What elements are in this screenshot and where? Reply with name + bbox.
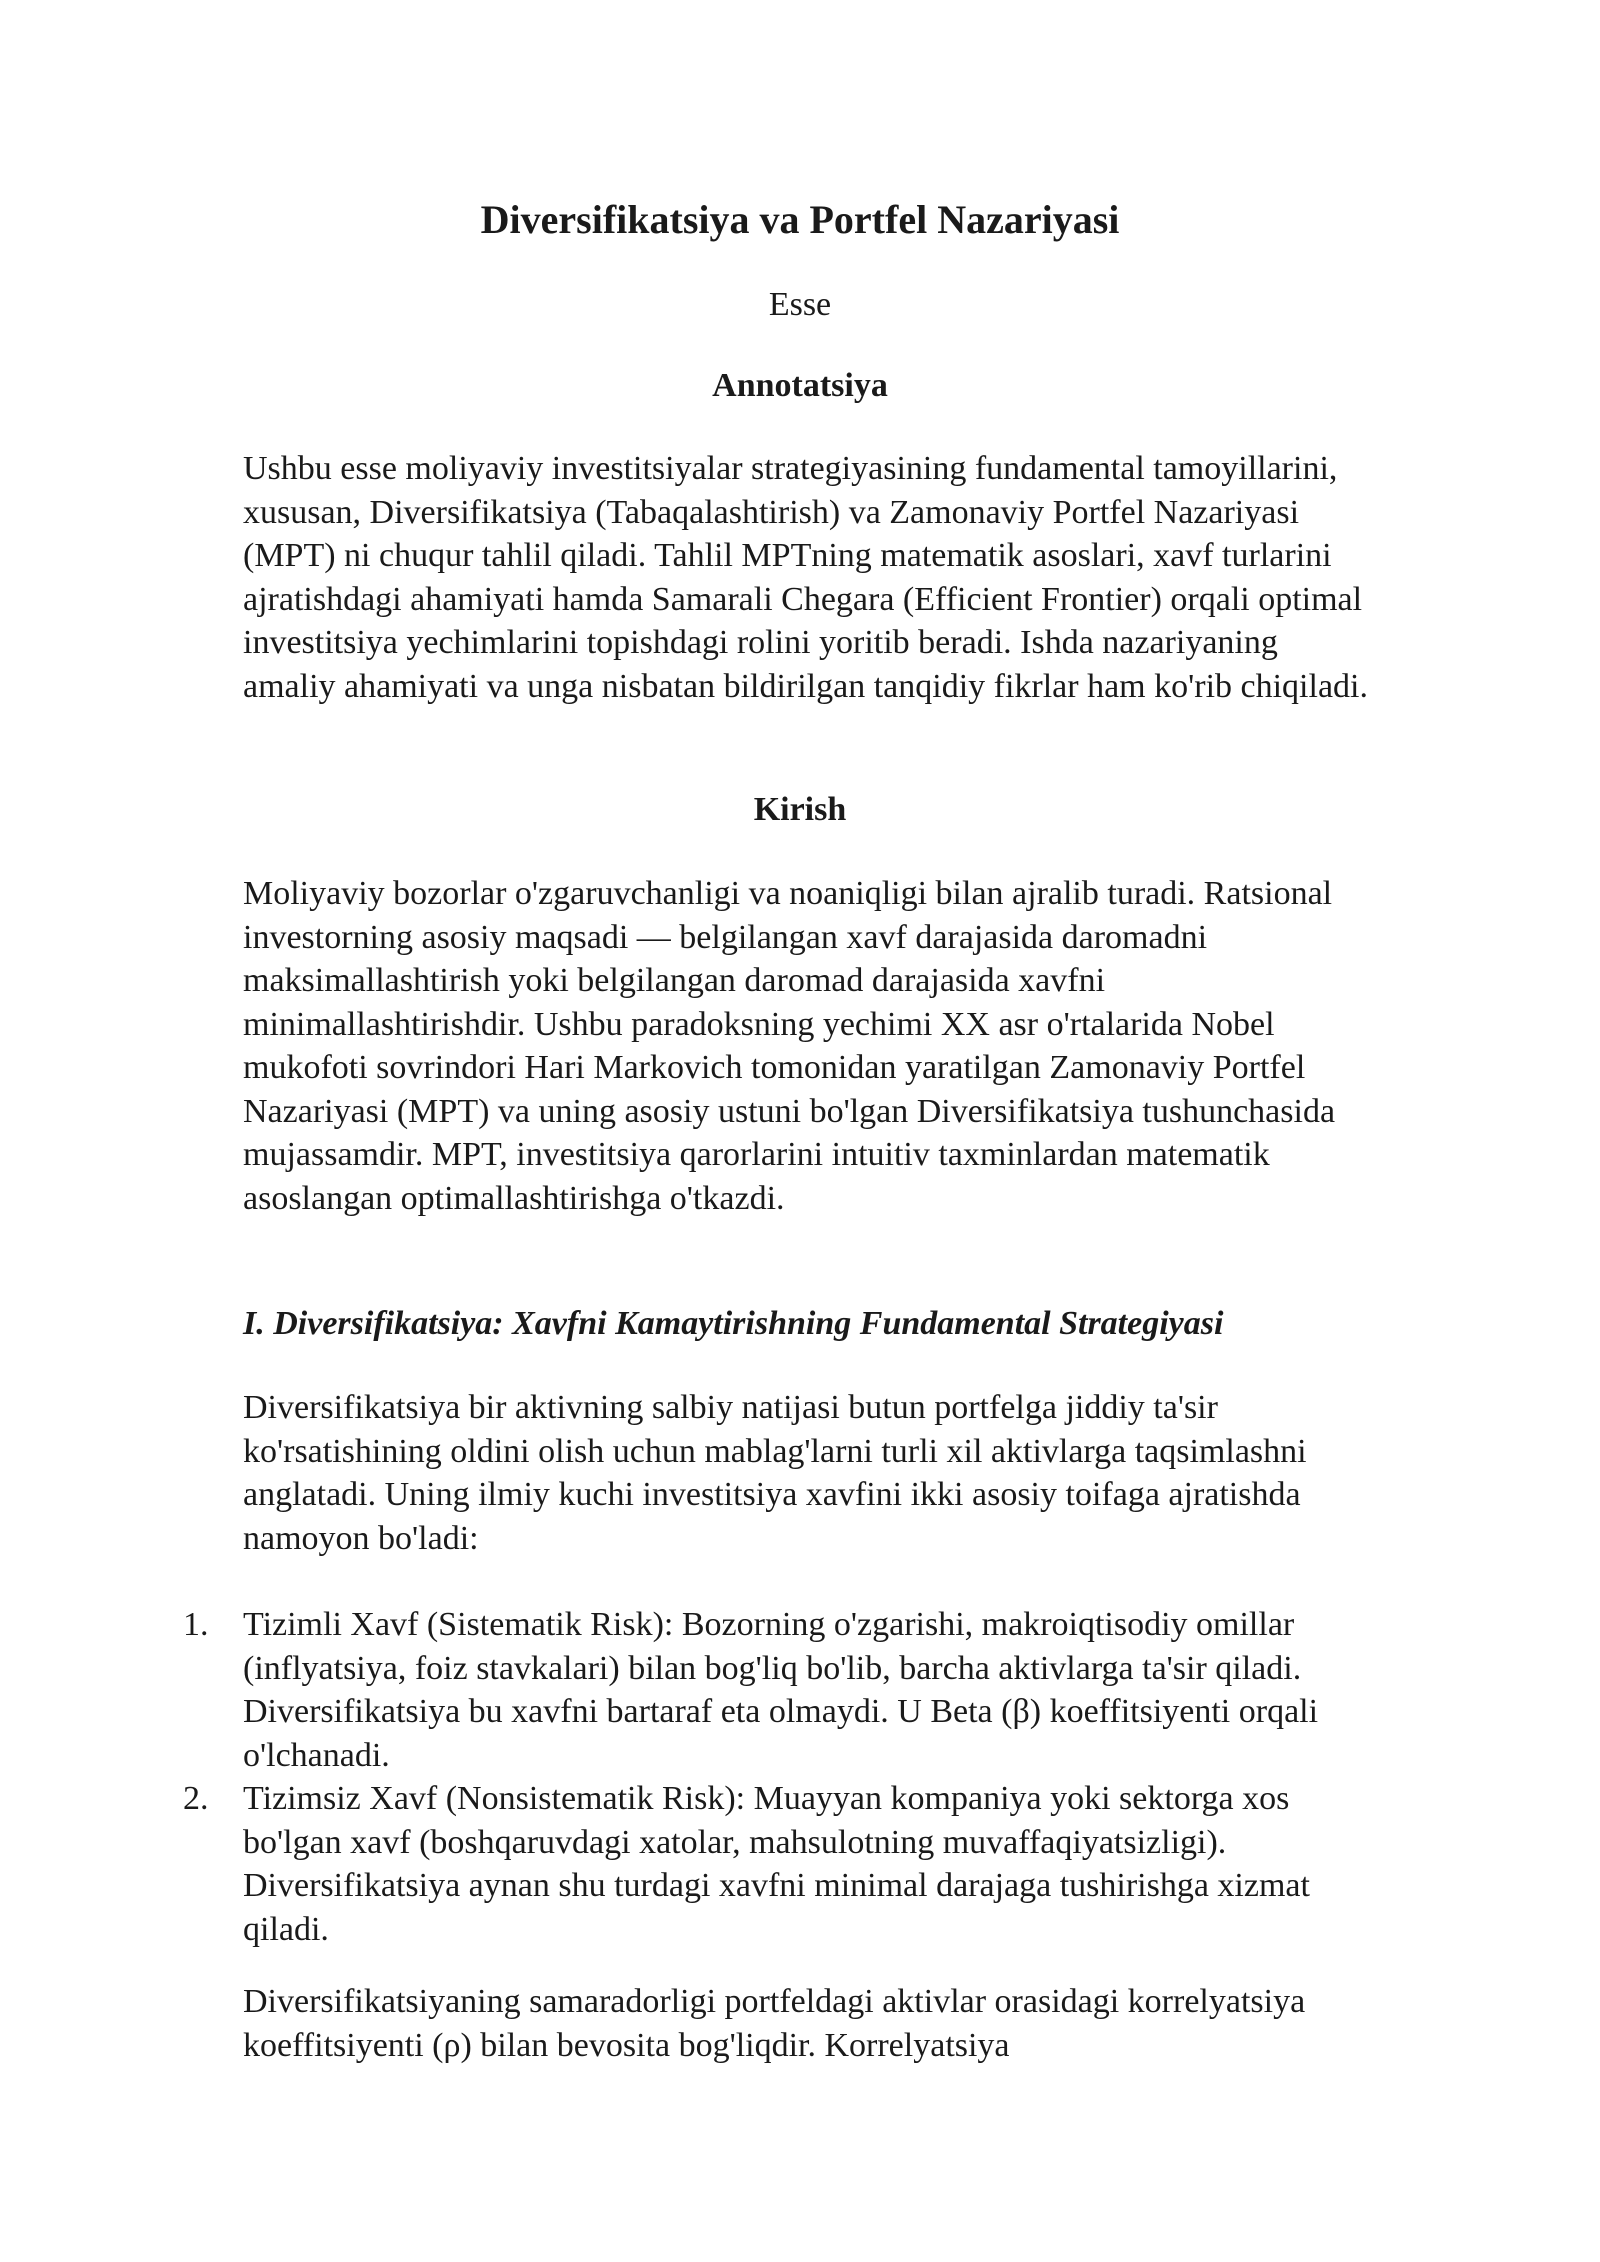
list-item-number: 2. [183,1780,209,1817]
document-subtitle: Esse [768,286,832,323]
list-item-text: Tizimli Xavf (Sistematik Risk): Bozorning o'zgarishi, makroiqtisodiy omillar (inflyatsiya, foiz stavkalari) bilan bog'liq bo'lib, barcha aktivlarga ta'sir qiladi. Diversifikatsiya bu xavfni bartaraf eta olmaydi. U Beta (β) koeffitsiyenti orqali o'lchanadi. [243,1606,1319,1774]
annotation-heading: Annotatsiya [712,367,888,404]
list-item [183,1777,1368,1951]
document-title: Diversifikatsiya va Portfel Nazariyasi [480,197,1120,242]
section1-paragraph: Diversifikatsiya bir aktivning salbiy natijasi butun portfelga jiddiy ta'sir ko'rsatishining oldini olish uchun mablag'larni turli xil aktivlarga taqsimlashni anglatadi. Uning ilmiy kuchi investitsiya xavfini ikki asosiy toifaga ajratishda namoyon bo'ladi: [243,1389,1307,1557]
intro-heading: Kirish [753,791,847,828]
list-item [183,1603,1368,1777]
intro-paragraph: Moliyaviy bozorlar o'zgaruvchanligi va noaniqligi bilan ajralib turadi. Ratsional investorning asosiy maqsadi — belgilangan xavf darajasida daromadni maksimallashtirish yoki belgilangan daromad darajasida xavfni minimallashtirishdir. Ushbu paradoksning yechimi XX asr o'rtalarida Nobel mukofoti sovrindori Hari Markovich tomonidan yaratilgan Zamonaviy Portfel Nazariyasi (MPT) va uning asosiy ustuni bo'lgan Diversifikatsiya tushunchasida mujassamdir. MPT, investitsiya qarorlarini intuitiv taxminlardan matematik asoslangan optimallashtirishga o'tkazdi. [243,875,1336,1217]
closing-paragraph: Diversifikatsiyaning samaradorligi portfeldagi aktivlar orasidagi korrelyatsiya koeffitsiyenti (ρ) bilan bevosita bog'liqdir. Korrelyatsiya [243,1983,1306,2064]
list-item-text: Tizimsiz Xavf (Nonsistematik Risk): Muayyan kompaniya yoki sektorga xos bo'lgan xavf (boshqaruvdagi xatolar, mahsulotning muvaffaqiyatsizligi). Diversifikatsiya aynan shu turdagi xavfni minimal darajaga tushirishga xizmat qiladi. [243,1780,1310,1948]
risk-list [183,1603,1368,1951]
annotation-paragraph: Ushbu esse moliyaviy investitsiyalar strategiyasining fundamental tamoyillarini, xususan, Diversifikatsiya (Tabaqalashtirish) va Zamonaviy Portfel Nazariyasi (MPT) ni chuqur tahlil qiladi. Tahlil MPTning matematik asoslari, xavf turlarini ajratishdagi ahamiyati hamda Samarali Chegara (Efficient Frontier) orqali optimal investitsiya yechimlarini topishdagi rolini yoritib beradi. Ishda nazariyaning amaliy ahamiyati va unga nisbatan bildirilgan tanqidiy fikrlar ham ko'rib chiqiladi. [243,450,1368,705]
list-item-number: 1. [183,1606,209,1643]
section1-heading: I. Diversifikatsiya: Xavfni Kamaytirishning Fundamental Strategiyasi [243,1305,1224,1342]
